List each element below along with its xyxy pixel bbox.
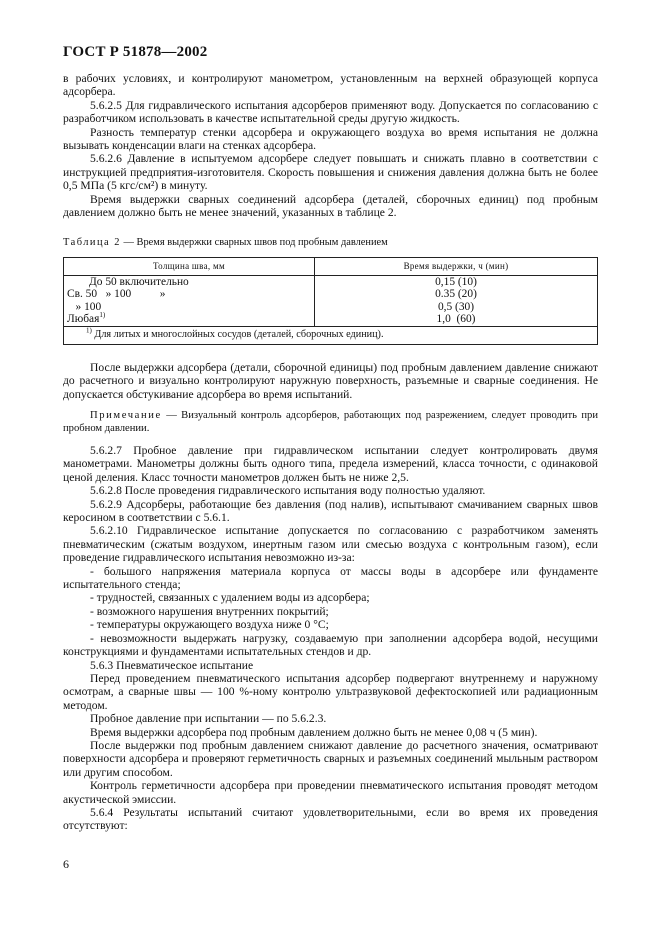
time-cell [315,276,598,327]
footnote-mark: 1) [86,326,92,335]
col-header-thickness: Толщина шва, мм [64,258,315,276]
note-block [63,409,598,435]
paragraph: Контроль герметичности адсорбера при проведении пневматического испытания проводят методом акустической эмиссии. [63,779,598,806]
note-text: — Визуальный контроль адсорберов, работающих под разрежением, следует проводить при пробном давлении. [63,410,598,434]
bottom-text-block [63,444,598,833]
thickness-value: До 50 включительно [89,276,189,288]
paragraph: Перед проведением пневматического испытания адсорбер подвергают внутреннему и наружному осмотрам, а сварные швы — 100 %-ному контролю ультразвуковой дефектоскопией или радиационным методом. [63,671,598,712]
list-item: - возможного нарушения внутренних покрытий; [90,604,329,618]
table-footnote-row [64,326,598,344]
paragraph: 5.6.2.6 Давление в испытуемом адсорбере следует повышать и снижать плавно в соответствии с инструкцией предприятия-изготовителя. Скорость повышения и снижения давления должна быть не более 0,5 МПа (5 кгс/см²) в минуту. [63,152,598,193]
list-item: - невозможности выдержать нагрузку, создаваемую при заполнении адсорбера водой, несущими конструкциями и фундаментами испытательных стендов и др. [63,631,598,659]
section-heading: 5.6.3 Пневматическое испытание [90,658,254,672]
table-caption-label: Таблица 2 [63,237,121,248]
thickness-value: » 100 [67,300,102,313]
list-item: - трудностей, связанных с удалением воды из адсорбера; [90,591,370,605]
note-label: Примечание [90,410,162,421]
thickness-value: Любая [67,313,100,326]
paragraph: 5.6.2.9 Адсорберы, работающие без давления (под налив), испытывают смачиванием сварных швов керосином в соответствии с 5.6.1. [63,497,598,525]
table-body-row [64,276,598,327]
top-text-block [63,72,598,219]
paragraph: Разность температур стенки адсорбера и окружающего воздуха во время испытания не должна вызывать конденсации влаги на стенках адсорбера. [63,125,598,153]
time-value: 1,0 (60) [436,313,476,326]
thickness-cell [64,276,315,327]
paragraph: 5.6.2.7 Пробное давление при гидравлическом испытании следует контролировать двумя манометрами. Манометры должны быть одного типа, предела измерений, класса точности, с одинаковой ценой деления. Класс точности манометров должен быть не ниже 2,5. [63,444,598,484]
after-table-block [63,361,598,401]
paragraph: 5.6.4 Результаты испытаний считают удовлетворительными, если во время их проведения отсутствуют: [63,805,598,833]
table-2 [63,257,598,345]
paragraph: в рабочих условиях, и контролируют манометром, установленным на верхней образующей корпуса адсорбера. [63,72,598,99]
list-item: - температуры окружающего воздуха ниже 0 °С; [90,618,329,632]
time-value: 0,15 (10) [435,276,477,288]
paragraph: Пробное давление при испытании — по 5.6.2.3. [90,712,327,726]
paragraph: Время выдержки адсорбера под пробным давлением должно быть не менее 0,08 ч (5 мин). [90,725,538,739]
page-number: 6 [63,857,69,871]
paragraph: Время выдержки сварных соединений адсорбера (деталей, сборочных единиц) под пробным давлением должно быть не менее значений, указанных в таблице 2. [63,192,598,220]
paragraph: После выдержки под пробным давлением снижают давление до расчетного значения, осматривают поверхности адсорбера и проверяют герметичность сварных и разъемных соединений мыльным раствором или другим способом. [63,738,598,779]
time-value: 0.35 (20) [435,288,477,301]
table-footnote [64,326,598,344]
paragraph: 5.6.2.10 Гидравлическое испытание допускается по согласованию с разработчиком заменять пневматическим (сжатым воздухом, инертным газом или смесью воздуха с контрольным газом), если проведение гидравлического испытания невозможно из-за: [63,524,598,565]
table-header-row [64,258,598,276]
thickness-value: Св. 50 » 100 » [67,288,166,301]
table-caption [63,237,388,248]
paragraph: После выдержки адсорбера (детали, сборочной единицы) под пробным давлением давление снижают до расчетного и визуально контролируют наружную поверхность, разъемные и сварные соединения. Не допускается обстукивание адсорбера во время испытаний. [63,361,598,401]
table-caption-text: — Время выдержки сварных швов под пробным давлением [120,237,388,248]
time-value: 0,5 (30) [437,300,475,313]
footnote-ref: 1) [99,311,106,320]
standard-code: ГОСТ Р 51878—2002 [63,44,208,60]
list-item: - большого напряжения материала корпуса от массы воды в адсорбере или фундаменте испытательного стенда; [63,564,598,592]
footnote-text: Для литых и многослойных сосудов (деталей, сборочных единиц). [91,328,384,340]
thickness-value-any [64,313,314,325]
note [63,409,598,435]
col-header-time: Время выдержки, ч (мин) [315,258,598,276]
paragraph: 5.6.2.8 После проведения гидравлического испытания воду полностью удаляют. [90,484,486,498]
paragraph: 5.6.2.5 Для гидравлического испытания адсорберов применяют воду. Допускается по согласованию с разработчиком использовать в качестве испытательной среды другую жидкость. [63,98,598,126]
